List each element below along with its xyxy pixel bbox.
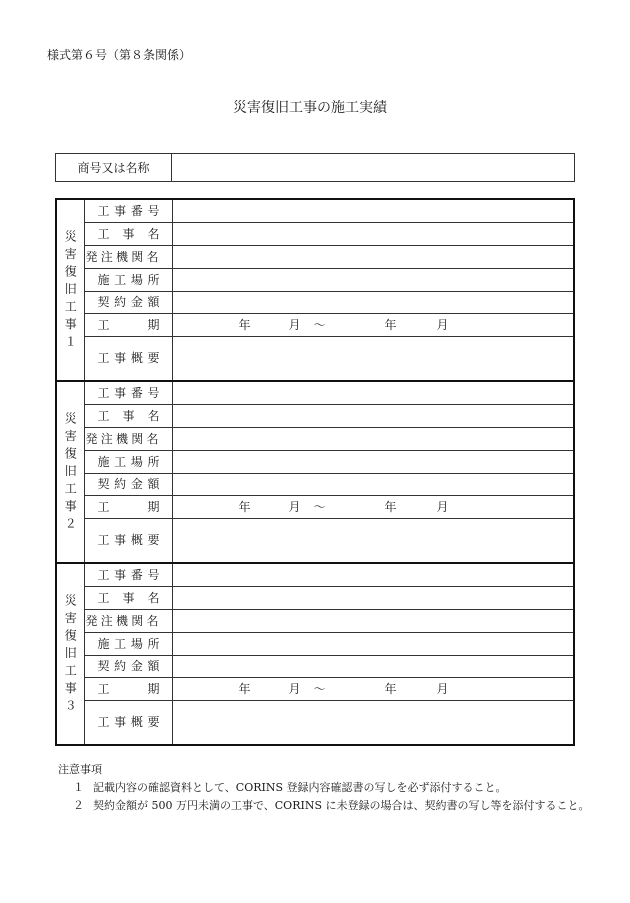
- end-year-unit: 年: [384, 681, 397, 696]
- ordering-agency-label: 発注機関名: [85, 613, 159, 628]
- work-number-row: [56, 199, 574, 222]
- work-location-row: [56, 450, 574, 473]
- work-period-row: [56, 313, 574, 336]
- section-2: [56, 381, 574, 563]
- work-location-label: 施工場所: [97, 636, 160, 651]
- work-name-label-cell: [84, 222, 172, 245]
- contract-amount-row: [56, 473, 574, 495]
- contract-amount-label: 契約金額: [97, 477, 160, 491]
- start-month-unit: 月: [288, 317, 301, 332]
- work-overview-row: [56, 336, 574, 381]
- work-name-label: 工事名: [97, 408, 160, 423]
- period-separator: ～: [313, 499, 326, 514]
- work-overview-value: [172, 336, 574, 381]
- work-period-label: 工期: [97, 499, 160, 514]
- section-heading-text: 災害復旧工事１: [63, 230, 78, 353]
- section-heading-text: 災害復旧工事２: [63, 412, 78, 535]
- form-number: 様式第６号（第８条関係）: [47, 48, 192, 62]
- work-period-label: 工期: [97, 317, 160, 332]
- ordering-agency-row: [56, 245, 574, 268]
- company-name-row: [56, 154, 575, 182]
- note-item: [58, 779, 590, 797]
- work-overview-value: [172, 518, 574, 563]
- start-year-unit: 年: [238, 317, 251, 332]
- ordering-agency-row: [56, 427, 574, 450]
- work-location-value: [172, 268, 574, 291]
- section-heading: [56, 381, 84, 563]
- company-name-body: [56, 154, 575, 182]
- work-location-row: [56, 268, 574, 291]
- work-overview-label: 工事概要: [97, 351, 160, 366]
- work-number-label-cell: [84, 563, 172, 586]
- work-overview-label: 工事概要: [97, 715, 160, 730]
- note-item: [58, 797, 590, 815]
- ordering-agency-value: [172, 609, 574, 632]
- work-location-value: [172, 450, 574, 473]
- work-number-label: 工事番号: [97, 567, 160, 582]
- work-period-value: [172, 677, 574, 700]
- work-period-dates: [173, 318, 574, 332]
- work-period-label-cell: [84, 313, 172, 336]
- note-text: 記載内容の確認資料として、CORINS 登録内容確認書の写しを必ず添付すること。: [93, 781, 507, 794]
- end-month-unit: 月: [436, 681, 449, 696]
- work-overview-label-cell: [84, 336, 172, 381]
- work-name-label-cell: [84, 404, 172, 427]
- work-overview-label-cell: [84, 518, 172, 563]
- contract-amount-row: [56, 291, 574, 313]
- section-heading: [56, 199, 84, 381]
- page-title: 災害復旧工事の施工実績: [233, 100, 387, 116]
- contract-amount-row: [56, 655, 574, 677]
- contract-amount-value: [172, 473, 574, 495]
- work-location-row: [56, 632, 574, 655]
- work-name-row: [56, 404, 574, 427]
- ordering-agency-value: [172, 427, 574, 450]
- work-period-label: 工期: [97, 681, 160, 696]
- section-1: [56, 199, 574, 381]
- work-number-value: [172, 563, 574, 586]
- work-period-label-cell: [84, 495, 172, 518]
- work-location-value: [172, 632, 574, 655]
- end-month-unit: 月: [436, 317, 449, 332]
- work-name-label-cell: [84, 586, 172, 609]
- work-number-value: [172, 199, 574, 222]
- work-period-dates: [173, 682, 574, 696]
- notes-heading: 注意事項: [58, 763, 102, 776]
- work-overview-row: [56, 518, 574, 563]
- construction-record-table: [55, 198, 575, 746]
- contract-amount-value: [172, 291, 574, 313]
- company-name-label: 商号又は名称: [56, 154, 172, 182]
- work-number-label-cell: [84, 381, 172, 404]
- work-overview-value: [172, 700, 574, 745]
- contract-amount-label: 契約金額: [97, 295, 160, 309]
- ordering-agency-label: 発注機関名: [85, 431, 159, 446]
- work-overview-label: 工事概要: [97, 533, 160, 548]
- ordering-agency-label: 発注機関名: [85, 249, 159, 264]
- work-location-label: 施工場所: [97, 454, 160, 469]
- work-name-row: [56, 586, 574, 609]
- work-number-row: [56, 381, 574, 404]
- contract-amount-label-cell: [84, 291, 172, 313]
- ordering-agency-label-cell: [84, 245, 172, 268]
- work-location-label: 施工場所: [97, 272, 160, 287]
- ordering-agency-label-cell: [84, 427, 172, 450]
- period-separator: ～: [313, 681, 326, 696]
- work-number-label: 工事番号: [97, 385, 160, 400]
- start-month-unit: 月: [288, 681, 301, 696]
- period-separator: ～: [313, 317, 326, 332]
- note-text: 契約金額が 500 万円未満の工事で、CORINS に未登録の場合は、契約書の写し等を添付すること。: [93, 799, 590, 812]
- work-name-label: 工事名: [97, 226, 160, 241]
- ordering-agency-value: [172, 245, 574, 268]
- section-heading-text: 災害復旧工事３: [63, 594, 78, 717]
- work-location-label-cell: [84, 268, 172, 291]
- work-period-label-cell: [84, 677, 172, 700]
- end-year-unit: 年: [384, 317, 397, 332]
- ordering-agency-label-cell: [84, 609, 172, 632]
- work-period-row: [56, 495, 574, 518]
- company-name-table: [55, 153, 575, 182]
- work-number-label: 工事番号: [97, 203, 160, 218]
- work-name-row: [56, 222, 574, 245]
- work-number-value: [172, 381, 574, 404]
- company-name-value: [172, 154, 575, 182]
- contract-amount-label: 契約金額: [97, 659, 160, 673]
- work-location-label-cell: [84, 632, 172, 655]
- work-period-dates: [173, 500, 574, 514]
- end-month-unit: 月: [436, 499, 449, 514]
- contract-amount-value: [172, 655, 574, 677]
- work-overview-label-cell: [84, 700, 172, 745]
- section-heading: [56, 563, 84, 745]
- end-year-unit: 年: [384, 499, 397, 514]
- work-number-label-cell: [84, 199, 172, 222]
- work-name-value: [172, 222, 574, 245]
- work-name-value: [172, 404, 574, 427]
- work-number-row: [56, 563, 574, 586]
- note-number: ２: [73, 799, 84, 812]
- start-year-unit: 年: [238, 499, 251, 514]
- ordering-agency-row: [56, 609, 574, 632]
- work-overview-row: [56, 700, 574, 745]
- work-period-value: [172, 313, 574, 336]
- contract-amount-label-cell: [84, 473, 172, 495]
- work-period-row: [56, 677, 574, 700]
- note-number: １: [73, 781, 84, 794]
- contract-amount-label-cell: [84, 655, 172, 677]
- notes-section: [58, 761, 590, 815]
- work-name-value: [172, 586, 574, 609]
- work-location-label-cell: [84, 450, 172, 473]
- work-name-label: 工事名: [97, 590, 160, 605]
- work-period-value: [172, 495, 574, 518]
- start-month-unit: 月: [288, 499, 301, 514]
- start-year-unit: 年: [238, 681, 251, 696]
- section-3: [56, 563, 574, 745]
